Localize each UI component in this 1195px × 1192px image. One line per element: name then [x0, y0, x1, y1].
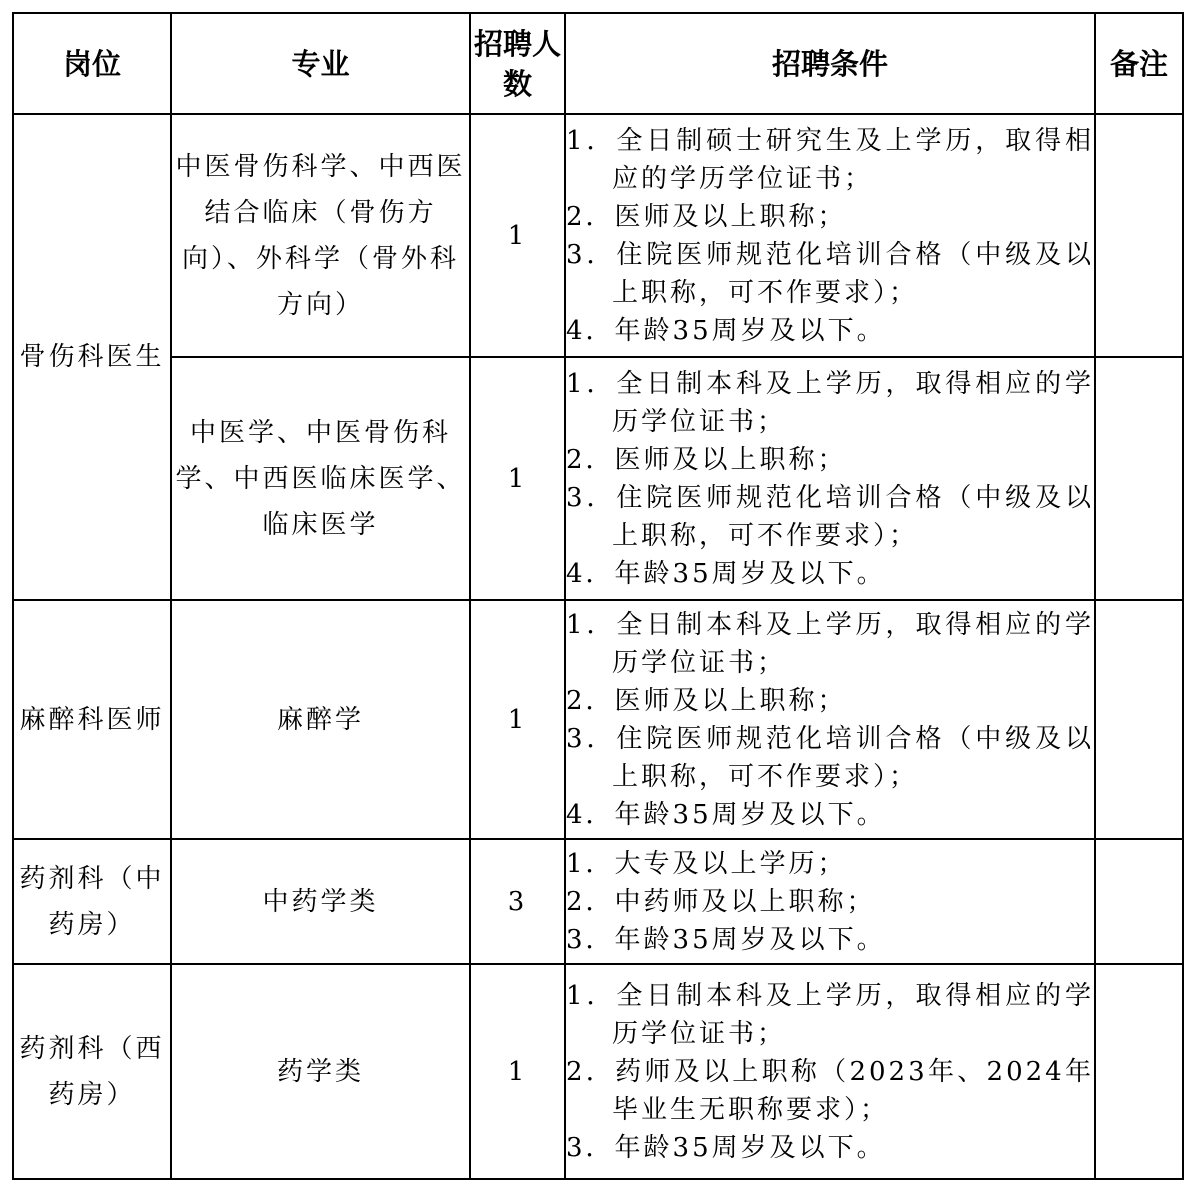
condition-item: 2．中药师及以上职称；	[566, 886, 876, 917]
conditions-cell	[565, 114, 1095, 357]
condition-item: 1．全日制硕士研究生及上学历，取得相应的学历学位证书；	[566, 125, 1094, 194]
remarks-cell	[1095, 964, 1183, 1179]
post-cell: 骨伤科医生	[13, 114, 171, 600]
condition-item: 3．年龄35周岁及以下。	[566, 1132, 886, 1163]
condition-item: 1．全日制本科及上学历，取得相应的学历学位证书；	[566, 980, 1094, 1049]
condition-item: 3．住院医师规范化培训合格（中级及以上职称，可不作要求）；	[566, 239, 1094, 308]
major-cell: 麻醉学	[171, 600, 470, 839]
count-cell: 3	[470, 839, 565, 964]
condition-item: 2．医师及以上职称；	[566, 685, 847, 716]
recruitment-table	[12, 12, 1184, 1180]
post-cell: 药剂科（西药房）	[13, 964, 171, 1179]
condition-item: 1．全日制本科及上学历，取得相应的学历学位证书；	[566, 609, 1094, 678]
remarks-cell	[1095, 839, 1183, 964]
table-row	[13, 600, 1183, 839]
remarks-cell	[1095, 600, 1183, 839]
count-cell: 1	[470, 964, 565, 1179]
condition-item: 2．药师及以上职称（2023年、2024年毕业生无职称要求）；	[566, 1056, 1094, 1125]
header-row	[13, 13, 1183, 114]
condition-item: 1．全日制本科及上学历，取得相应的学历学位证书；	[566, 368, 1094, 437]
table-row	[13, 839, 1183, 964]
header-conditions: 招聘条件	[565, 13, 1095, 114]
table-row	[13, 357, 1183, 600]
major-cell: 药学类	[171, 964, 470, 1179]
conditions-cell	[565, 839, 1095, 964]
condition-item: 1．大专及以上学历；	[566, 848, 847, 879]
conditions-cell	[565, 357, 1095, 600]
remarks-cell	[1095, 114, 1183, 357]
condition-item: 4．年龄35周岁及以下。	[566, 799, 886, 830]
table-row	[13, 964, 1183, 1179]
condition-item: 3．住院医师规范化培训合格（中级及以上职称，可不作要求）；	[566, 482, 1094, 551]
table-row	[13, 114, 1183, 357]
conditions-cell	[565, 964, 1095, 1179]
header-count: 招聘人数	[470, 13, 565, 114]
condition-item: 4．年龄35周岁及以下。	[566, 315, 886, 346]
header-remarks: 备注	[1095, 13, 1183, 114]
post-cell: 麻醉科医师	[13, 600, 171, 839]
condition-item: 3．年龄35周岁及以下。	[566, 924, 886, 955]
header-major: 专业	[171, 13, 470, 114]
count-cell: 1	[470, 357, 565, 600]
header-post: 岗位	[13, 13, 171, 114]
post-cell: 药剂科（中药房）	[13, 839, 171, 964]
major-cell: 中医骨伤科学、中西医结合临床（骨伤方向）、外科学（骨外科方向）	[171, 114, 470, 357]
count-cell: 1	[470, 600, 565, 839]
condition-item: 4．年龄35周岁及以下。	[566, 558, 886, 589]
remarks-cell	[1095, 357, 1183, 600]
conditions-cell	[565, 600, 1095, 839]
condition-item: 2．医师及以上职称；	[566, 201, 847, 232]
condition-item: 2．医师及以上职称；	[566, 444, 847, 475]
major-cell: 中医学、中医骨伤科学、中西医临床医学、临床医学	[171, 357, 470, 600]
count-cell: 1	[470, 114, 565, 357]
major-cell: 中药学类	[171, 839, 470, 964]
condition-item: 3．住院医师规范化培训合格（中级及以上职称，可不作要求）；	[566, 723, 1094, 792]
